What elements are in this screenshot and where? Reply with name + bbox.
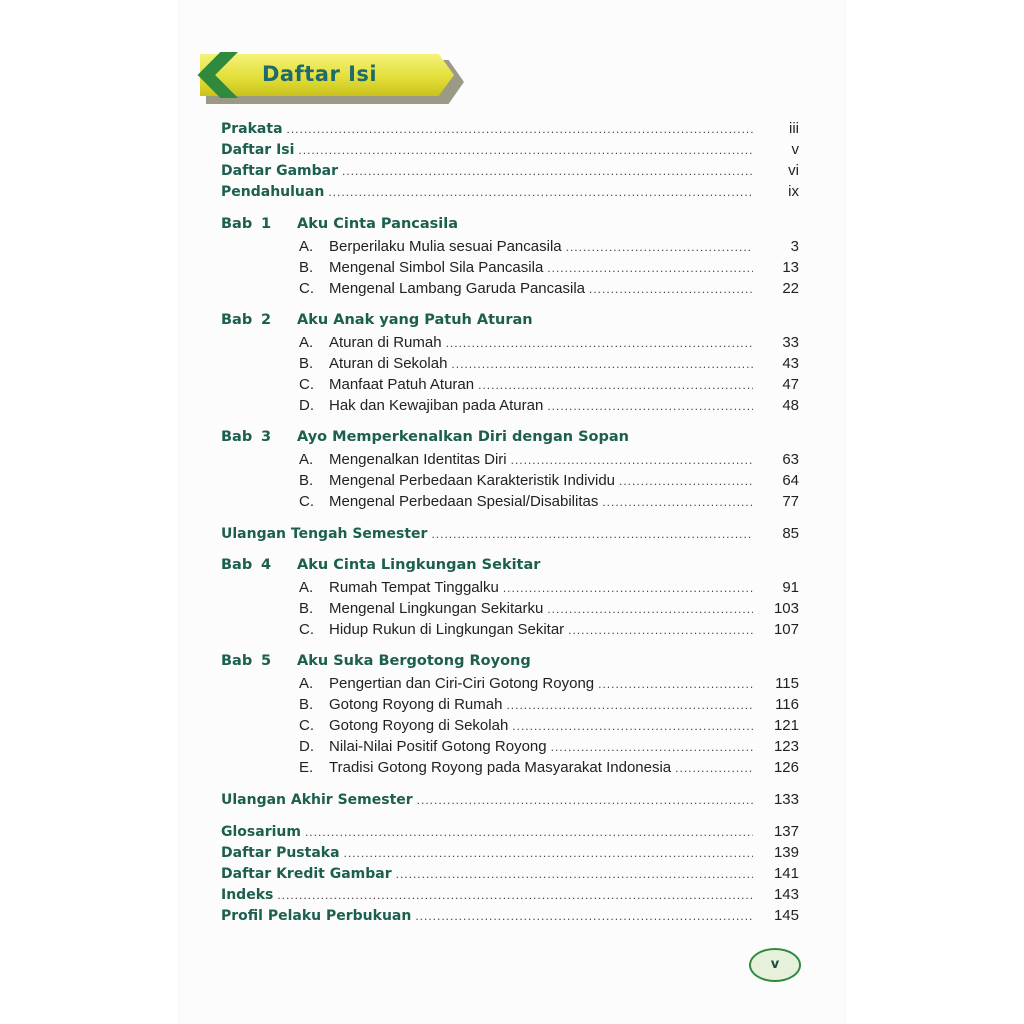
toc-page: ix bbox=[788, 183, 799, 200]
toc-label: Prakata bbox=[221, 121, 283, 137]
toc-label: Indeks bbox=[221, 887, 274, 903]
table-of-contents bbox=[221, 120, 799, 928]
toc-page: 77 bbox=[782, 493, 799, 510]
toc-section[interactable] bbox=[221, 451, 799, 472]
chapter-title: Aku Cinta Pancasila bbox=[297, 216, 459, 232]
section-label: Mengenal Simbol Sila Pancasila bbox=[329, 259, 544, 276]
toc-section[interactable] bbox=[221, 259, 799, 280]
leader-dots bbox=[328, 185, 753, 199]
leader-dots bbox=[277, 888, 753, 902]
toc-label: Profil Pelaku Perbukuan bbox=[221, 908, 412, 924]
toc-page: 137 bbox=[773, 823, 799, 840]
section-label: Berperilaku Mulia sesuai Pancasila bbox=[329, 238, 562, 255]
section-label: Mengenal Lambang Garuda Pancasila bbox=[329, 280, 586, 297]
leader-dots bbox=[344, 846, 753, 860]
toc-page: vi bbox=[788, 162, 799, 179]
section-letter: A. bbox=[299, 451, 314, 468]
section-letter: B. bbox=[299, 355, 314, 372]
toc-label: Daftar Pustaka bbox=[221, 845, 340, 861]
section-label: Gotong Royong di Rumah bbox=[329, 696, 503, 713]
chapter-number: 1 bbox=[261, 216, 272, 232]
toc-entry-pendahuluan[interactable] bbox=[221, 183, 799, 204]
bab-label: Bab bbox=[221, 557, 253, 573]
toc-section[interactable] bbox=[221, 675, 799, 696]
chapter-title: Ayo Memperkenalkan Diri dengan Sopan bbox=[297, 429, 630, 445]
section-letter: A. bbox=[299, 675, 314, 692]
leader-dots bbox=[503, 581, 753, 595]
toc-label: Ulangan Akhir Semester bbox=[221, 792, 413, 808]
bab-label: Bab bbox=[221, 312, 253, 328]
toc-section[interactable] bbox=[221, 493, 799, 514]
leader-dots bbox=[547, 399, 753, 413]
section-letter: B. bbox=[299, 696, 314, 713]
section-letter: A. bbox=[299, 238, 314, 255]
toc-entry-prakata[interactable] bbox=[221, 120, 799, 141]
chapter-heading-1[interactable] bbox=[221, 216, 799, 238]
toc-section[interactable] bbox=[221, 621, 799, 642]
toc-section[interactable] bbox=[221, 738, 799, 759]
chapter-heading-4[interactable] bbox=[221, 557, 799, 579]
toc-page: 22 bbox=[782, 280, 799, 297]
toc-section[interactable] bbox=[221, 717, 799, 738]
leader-dots bbox=[547, 602, 753, 616]
toc-entry-glosarium[interactable] bbox=[221, 823, 799, 844]
leader-dots bbox=[598, 677, 753, 691]
toc-page: 3 bbox=[790, 238, 799, 255]
toc-section[interactable] bbox=[221, 759, 799, 780]
section-letter: B. bbox=[299, 472, 314, 489]
chapter-heading-3[interactable] bbox=[221, 429, 799, 451]
toc-section[interactable] bbox=[221, 280, 799, 301]
toc-section[interactable] bbox=[221, 376, 799, 397]
chapter-number: 4 bbox=[261, 557, 272, 573]
chapter-title: Aku Cinta Lingkungan Sekitar bbox=[297, 557, 541, 573]
section-letter: C. bbox=[299, 621, 314, 638]
section-label: Aturan di Rumah bbox=[329, 334, 442, 351]
section-label: Nilai-Nilai Positif Gotong Royong bbox=[329, 738, 547, 755]
leader-dots bbox=[589, 282, 753, 296]
toc-entry-daftar-isi[interactable] bbox=[221, 141, 799, 162]
section-letter: E. bbox=[299, 759, 314, 776]
leader-dots bbox=[287, 122, 753, 136]
toc-page: 33 bbox=[782, 334, 799, 351]
section-label: Mengenalkan Identitas Diri bbox=[329, 451, 507, 468]
chapter-title: Aku Anak yang Patuh Aturan bbox=[297, 312, 533, 328]
toc-label: Glosarium bbox=[221, 824, 301, 840]
section-letter: B. bbox=[299, 259, 314, 276]
toc-page: 13 bbox=[782, 259, 799, 276]
bab-label: Bab bbox=[221, 653, 253, 669]
toc-page: 126 bbox=[773, 759, 799, 776]
toc-page: 115 bbox=[775, 675, 799, 692]
toc-section[interactable] bbox=[221, 238, 799, 259]
toc-page: 139 bbox=[773, 844, 799, 861]
toc-page: iii bbox=[789, 120, 799, 137]
leader-dots bbox=[568, 623, 753, 637]
toc-page: 64 bbox=[782, 472, 799, 489]
leader-dots bbox=[675, 761, 753, 775]
leader-dots bbox=[511, 453, 753, 467]
section-letter: D. bbox=[299, 397, 314, 414]
toc-label: Daftar Isi bbox=[221, 142, 295, 158]
chapter-number: 2 bbox=[261, 312, 272, 328]
leader-dots bbox=[305, 825, 753, 839]
toc-page: 143 bbox=[773, 886, 799, 903]
toc-label: Ulangan Tengah Semester bbox=[221, 526, 428, 542]
toc-page: 63 bbox=[782, 451, 799, 468]
section-label: Mengenal Perbedaan Spesial/Disabilitas bbox=[329, 493, 599, 510]
toc-entry-profil[interactable] bbox=[221, 907, 799, 928]
section-label: Gotong Royong di Sekolah bbox=[329, 717, 509, 734]
section-label: Mengenal Perbedaan Karakteristik Individu bbox=[329, 472, 616, 489]
toc-page: 123 bbox=[773, 738, 799, 755]
section-letter: C. bbox=[299, 717, 314, 734]
toc-section[interactable] bbox=[221, 696, 799, 717]
toc-page: 91 bbox=[782, 579, 799, 596]
section-label: Pengertian dan Ciri-Ciri Gotong Royong bbox=[329, 675, 595, 692]
toc-section[interactable] bbox=[221, 579, 799, 600]
toc-section[interactable] bbox=[221, 397, 799, 418]
toc-entry-daftar-gambar[interactable] bbox=[221, 162, 799, 183]
chapter-heading-2[interactable] bbox=[221, 312, 799, 334]
section-letter: C. bbox=[299, 493, 314, 510]
page-number-badge: v bbox=[749, 948, 801, 982]
toc-page: 141 bbox=[773, 865, 799, 882]
toc-page: 116 bbox=[775, 696, 799, 713]
toc-entry-indeks[interactable] bbox=[221, 886, 799, 907]
toc-page: v bbox=[791, 141, 799, 158]
toc-label: Daftar Gambar bbox=[221, 163, 338, 179]
toc-page: 133 bbox=[773, 791, 799, 808]
section-letter: D. bbox=[299, 738, 314, 755]
section-label: Hidup Rukun di Lingkungan Sekitar bbox=[329, 621, 565, 638]
leader-dots bbox=[619, 474, 753, 488]
leader-dots bbox=[512, 719, 753, 733]
leader-dots bbox=[547, 261, 753, 275]
title-banner bbox=[192, 52, 464, 104]
toc-label: Pendahuluan bbox=[221, 184, 325, 200]
leader-dots bbox=[415, 909, 753, 923]
leader-dots bbox=[451, 357, 753, 371]
section-label: Hak dan Kewajiban pada Aturan bbox=[329, 397, 544, 414]
toc-page: 43 bbox=[782, 355, 799, 372]
toc-entry-daftar-kredit-gambar[interactable] bbox=[221, 865, 799, 886]
chapter-number: 5 bbox=[261, 653, 272, 669]
toc-page: 145 bbox=[773, 907, 799, 924]
toc-page: 47 bbox=[782, 376, 799, 393]
leader-dots bbox=[478, 378, 753, 392]
toc-page: 48 bbox=[782, 397, 799, 414]
leader-dots bbox=[342, 164, 753, 178]
section-letter: A. bbox=[299, 579, 314, 596]
section-label: Rumah Tempat Tinggalku bbox=[329, 579, 499, 596]
section-label: Aturan di Sekolah bbox=[329, 355, 448, 372]
chapter-title: Aku Suka Bergotong Royong bbox=[297, 653, 531, 669]
toc-section[interactable] bbox=[221, 334, 799, 355]
leader-dots bbox=[551, 740, 753, 754]
leader-dots bbox=[396, 867, 753, 881]
section-letter: C. bbox=[299, 376, 314, 393]
bab-label: Bab bbox=[221, 429, 253, 445]
leader-dots bbox=[431, 527, 753, 541]
leader-dots bbox=[417, 793, 753, 807]
toc-label: Daftar Kredit Gambar bbox=[221, 866, 392, 882]
leader-dots bbox=[566, 240, 753, 254]
toc-section[interactable] bbox=[221, 472, 799, 493]
chapter-heading-5[interactable] bbox=[221, 653, 799, 675]
chapter-number: 3 bbox=[261, 429, 272, 445]
page-title: Daftar Isi bbox=[262, 62, 378, 86]
section-letter: B. bbox=[299, 600, 314, 617]
leader-dots bbox=[298, 143, 753, 157]
section-label: Mengenal Lingkungan Sekitarku bbox=[329, 600, 544, 617]
toc-page: 121 bbox=[773, 717, 799, 734]
background-right bbox=[844, 0, 1024, 1024]
leader-dots bbox=[506, 698, 753, 712]
section-letter: A. bbox=[299, 334, 314, 351]
toc-page: 103 bbox=[773, 600, 799, 617]
toc-entry-final-exam[interactable] bbox=[221, 791, 799, 812]
bab-label: Bab bbox=[221, 216, 253, 232]
background-left bbox=[0, 0, 180, 1024]
toc-section[interactable] bbox=[221, 355, 799, 376]
toc-page: 107 bbox=[773, 621, 799, 638]
leader-dots bbox=[602, 495, 753, 509]
toc-entry-daftar-pustaka[interactable] bbox=[221, 844, 799, 865]
toc-section[interactable] bbox=[221, 600, 799, 621]
toc-entry-mid-exam[interactable] bbox=[221, 525, 799, 546]
toc-page: 85 bbox=[782, 525, 799, 542]
section-label: Tradisi Gotong Royong pada Masyarakat Indonesia bbox=[329, 759, 672, 776]
leader-dots bbox=[446, 336, 753, 350]
section-label: Manfaat Patuh Aturan bbox=[329, 376, 475, 393]
section-letter: C. bbox=[299, 280, 314, 297]
